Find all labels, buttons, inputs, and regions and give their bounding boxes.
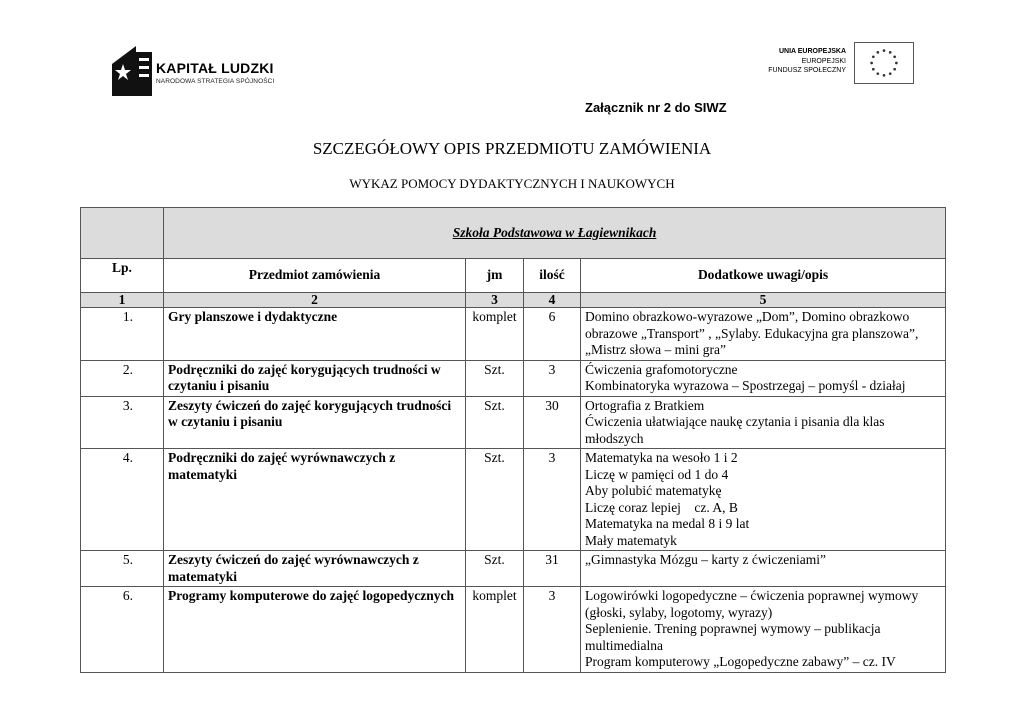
row-lp: 4. [81,449,164,551]
row-notes [581,551,946,587]
row-item: Programy komputerowe do zajęć logopedycznych [164,587,466,673]
kapital-ludzki-subtitle: NARODOWA STRATEGIA SPÓJNOŚCI [156,78,275,85]
row-notes [581,587,946,673]
school-name: Szkoła Podstawowa w Łagiewnikach [164,208,946,259]
row-lp: 3. [81,396,164,449]
eu-logo-line2: EUROPEJSKI [801,57,846,65]
row-qty: 30 [524,396,581,449]
row-note-line: Liczę coraz lepiej cz. A, B [585,499,738,515]
column-header-qty: ilość [524,259,581,293]
row-unit: Szt. [466,449,524,551]
row-item: Zeszyty ćwiczeń do zajęć wyrównawczych z matematyki [164,551,466,587]
row-qty: 31 [524,551,581,587]
row-notes [581,396,946,449]
row-item: Podręczniki do zajęć wyrównawczych z matematyki [164,449,466,551]
specification-table [80,207,946,673]
kapital-ludzki-mark-icon [110,44,154,98]
column-number: 2 [164,293,466,308]
column-number: 4 [524,293,581,308]
row-note-line: Seplenienie. Trening poprawnej wymowy – publikacja multimedialna [585,621,881,653]
row-qty: 3 [524,449,581,551]
row-unit: komplet [466,308,524,361]
row-item: Podręczniki do zajęć korygujących trudności w czytaniu i pisaniu [164,360,466,396]
document-subtitle: WYKAZ POMOCY DYDAKTYCZNYCH I NAUKOWYCH [349,176,675,191]
row-qty: 3 [524,360,581,396]
row-unit: komplet [466,587,524,673]
header-row [81,259,946,293]
eu-logo-text [768,47,846,76]
eu-flag-icon [854,42,914,84]
row-note-line: Domino obrazkowo-wyrazowe „Dom”, Domino obrazkowo obrazowe „Transport” , „Sylaby. Edukacyjna gra planszowa”, „Mistrz słowa – mini gra” [585,309,919,357]
document-title: SZCZEGÓŁOWY OPIS PRZEDMIOTU ZAMÓWIENIA [312,139,712,158]
column-number: 5 [581,293,946,308]
eu-efs-logo [762,42,914,84]
row-note-line: Logowirówki logopedyczne – ćwiczenia poprawnej wymowy (głoski, sylaby, logotomy, wyrazy) [585,588,919,620]
column-header-item: Przedmiot zamówienia [164,259,466,293]
row-note-line: Kombinatoryka wyrazowa – Spostrzegaj – pomyśl - działaj [585,378,906,393]
column-number-row [81,293,946,308]
row-lp: 1. [81,308,164,361]
row-note-line: Mały matematyk [585,532,677,548]
row-note-line: „Gimnastyka Mózgu – karty z ćwiczeniami” [585,552,827,567]
school-row-empty-cell [81,208,164,259]
kapital-ludzki-logo [110,44,280,100]
row-qty: 3 [524,587,581,673]
row-qty: 6 [524,308,581,361]
row-lp: 6. [81,587,164,673]
row-item: Zeszyty ćwiczeń do zajęć korygujących trudności w czytaniu i pisaniu [164,396,466,449]
row-unit: Szt. [466,551,524,587]
table-row [81,551,946,587]
table-row [81,587,946,673]
eu-logo-line1: UNIA EUROPEJSKA [778,48,846,55]
row-note-line: Matematyka na medal 8 i 9 lat [585,516,750,531]
kapital-ludzki-title: KAPITAŁ LUDZKI [156,60,274,76]
table-row [81,308,946,361]
column-number: 1 [81,293,164,308]
column-header-notes: Dodatkowe uwagi/opis [581,259,946,293]
row-note-line: Ćwiczenia grafomotoryczne [585,361,738,377]
column-number: 3 [466,293,524,308]
school-row [81,208,946,259]
eu-logo-line3: FUNDUSZ SPOŁECZNY [768,67,846,74]
table-row [81,396,946,449]
row-note-line: Aby polubić matematykę [585,483,722,498]
annex-label: Załącznik nr 2 do SIWZ [585,100,727,115]
table-row [81,449,946,551]
row-notes [581,449,946,551]
table-row [81,360,946,396]
row-note-line: Liczę w pamięci od 1 do 4 [585,466,729,482]
row-lp: 5. [81,551,164,587]
column-header-unit: jm [466,259,524,293]
row-notes [581,308,946,361]
row-notes [581,360,946,396]
row-note-line: Matematyka na wesoło 1 i 2 [585,450,738,465]
row-lp: 2. [81,360,164,396]
row-note-line: Program komputerowy „Logopedyczne zabawy” – cz. IV [585,654,896,669]
row-note-line: Ortografia z Bratkiem [585,397,705,413]
column-header-lp: Lp. [81,259,164,293]
row-item: Gry planszowe i dydaktyczne [164,308,466,361]
row-unit: Szt. [466,360,524,396]
row-unit: Szt. [466,396,524,449]
row-note-line: Ćwiczenia ułatwiające naukę czytania i pisania dla klas młodszych [585,414,885,446]
